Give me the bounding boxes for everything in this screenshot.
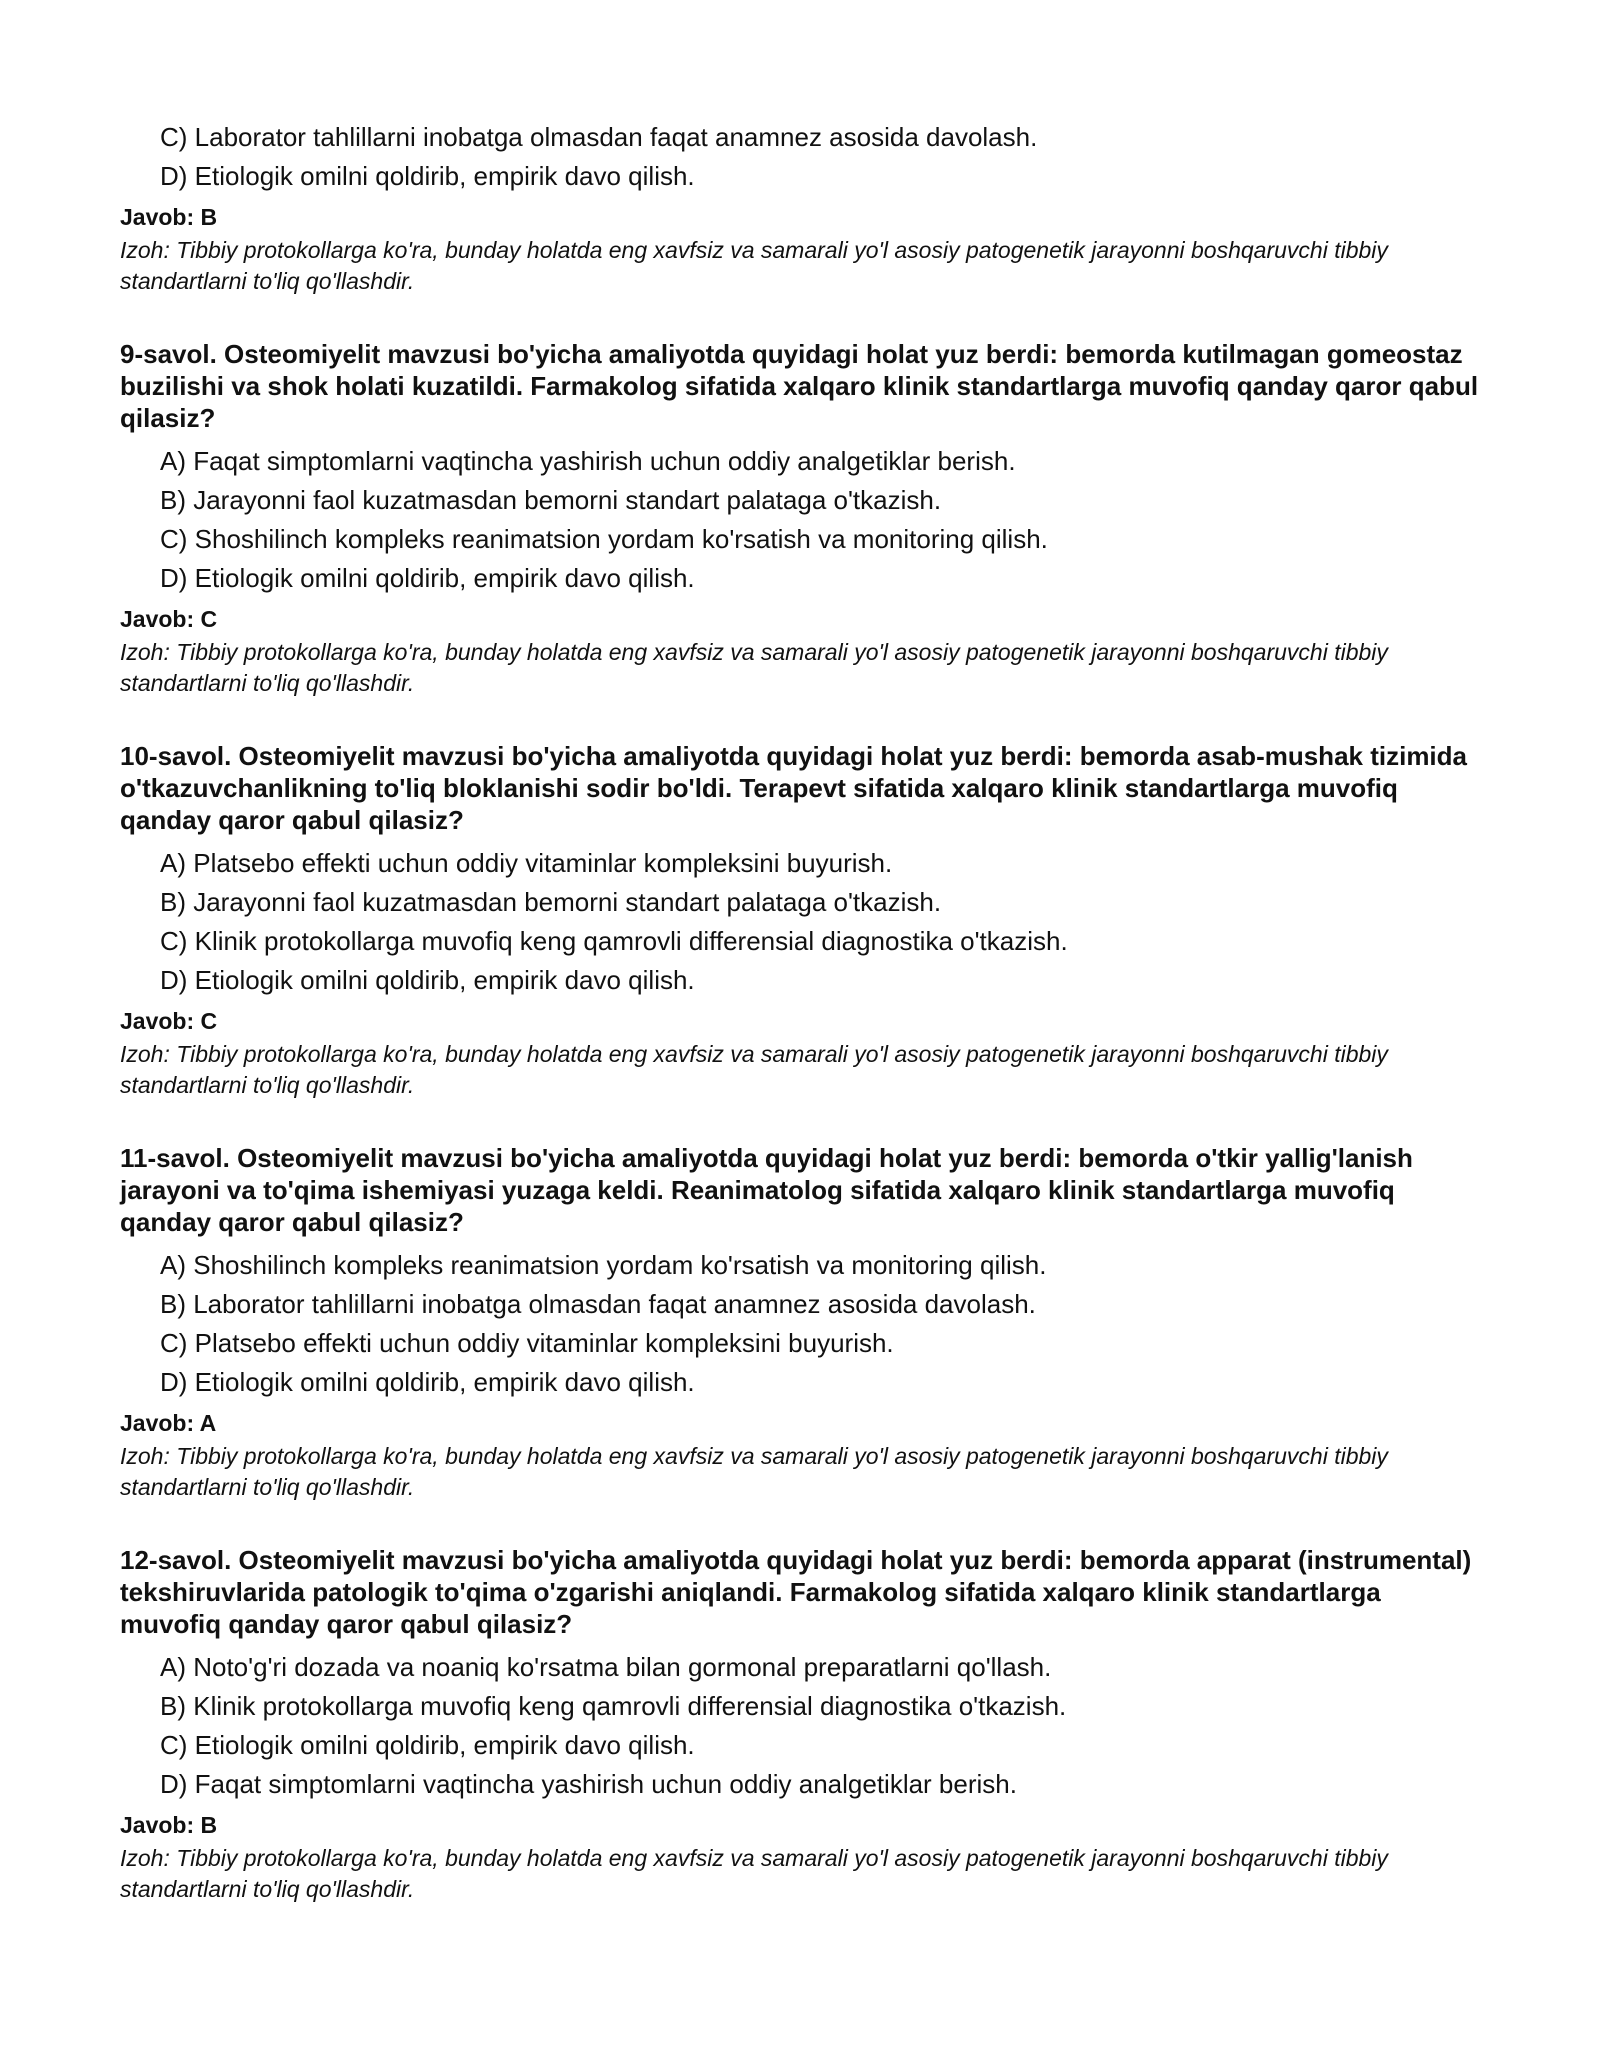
answer-option: A) Shoshilinch kompleks reanimatsion yordam ko'rsatish va monitoring qilish.: [160, 1250, 1047, 1280]
question-fragment: [120, 118, 1480, 297]
question-title: 9-savol. Osteomiyelit mavzusi bo'yicha amaliyotda quyidagi holat yuz berdi: bemorda kutilmagan gomeostaz buzilishi va shok holati kuzatildi. Farmakolog sifatida xalqaro klinik standartlarga muvofiq qanday qaror qabul qilasiz?: [120, 339, 1479, 433]
explanation-note: Izoh: Tibbiy protokollarga ko'ra, bunday holatda eng xavfsiz va samarali yo'l asosiy patogenetik jarayonni boshqaruvchi tibbiy standartlarni to'liq qo'llashdir.: [120, 1845, 1388, 1902]
question-block: [120, 1142, 1480, 1503]
correct-answer: Javob: C: [120, 1008, 218, 1034]
answer-option: B) Klinik protokollarga muvofiq keng qamrovli differensial diagnostika o'tkazish.: [160, 1691, 1067, 1721]
answer-option: B) Laborator tahlillarni inobatga olmasdan faqat anamnez asosida davolash.: [160, 1289, 1036, 1319]
explanation-note: Izoh: Tibbiy protokollarga ko'ra, bunday holatda eng xavfsiz va samarali yo'l asosiy patogenetik jarayonni boshqaruvchi tibbiy standartlarni to'liq qo'llashdir.: [120, 237, 1388, 294]
answer-option: C) Klinik protokollarga muvofiq keng qamrovli differensial diagnostika o'tkazish.: [160, 926, 1068, 956]
correct-answer: Javob: A: [120, 1410, 217, 1436]
correct-answer: Javob: B: [120, 1812, 218, 1838]
answer-option: A) Noto'g'ri dozada va noaniq ko'rsatma bilan gormonal preparatlarni qo'llash.: [160, 1652, 1052, 1682]
explanation-note: Izoh: Tibbiy protokollarga ko'ra, bunday holatda eng xavfsiz va samarali yo'l asosiy patogenetik jarayonni boshqaruvchi tibbiy standartlarni to'liq qo'llashdir.: [120, 639, 1388, 696]
correct-answer: Javob: B: [120, 204, 218, 230]
answer-option: C) Shoshilinch kompleks reanimatsion yordam ko'rsatish va monitoring qilish.: [160, 524, 1048, 554]
answer-option: A) Faqat simptomlarni vaqtincha yashirish uchun oddiy analgetiklar berish.: [160, 446, 1016, 476]
explanation-note: Izoh: Tibbiy protokollarga ko'ra, bunday holatda eng xavfsiz va samarali yo'l asosiy patogenetik jarayonni boshqaruvchi tibbiy standartlarni to'liq qo'llashdir.: [120, 1443, 1388, 1500]
answer-option: A) Platsebo effekti uchun oddiy vitaminlar kompleksini buyurish.: [160, 848, 893, 878]
answer-option: B) Jarayonni faol kuzatmasdan bemorni standart palataga o'tkazish.: [160, 887, 942, 917]
question-title: 11-savol. Osteomiyelit mavzusi bo'yicha amaliyotda quyidagi holat yuz berdi: bemorda o'tkir yallig'lanish jarayoni va to'qima ishemiyasi yuzaga keldi. Reanimatolog sifatida xalqaro klinik standartlarga muvofiq qanday qaror qabul qilasiz?: [120, 1143, 1413, 1237]
correct-answer: Javob: C: [120, 606, 218, 632]
answer-option: D) Faqat simptomlarni vaqtincha yashirish uchun oddiy analgetiklar berish.: [160, 1769, 1017, 1799]
explanation-note: Izoh: Tibbiy protokollarga ko'ra, bunday holatda eng xavfsiz va samarali yo'l asosiy patogenetik jarayonni boshqaruvchi tibbiy standartlarni to'liq qo'llashdir.: [120, 1041, 1388, 1098]
answer-option: D) Etiologik omilni qoldirib, empirik davo qilish.: [160, 563, 695, 593]
question-block: [120, 338, 1480, 699]
answer-option: D) Etiologik omilni qoldirib, empirik davo qilish.: [160, 161, 695, 191]
answer-option: C) Platsebo effekti uchun oddiy vitaminlar kompleksini buyurish.: [160, 1328, 894, 1358]
question-block: [120, 740, 1480, 1101]
question-title: 12-savol. Osteomiyelit mavzusi bo'yicha amaliyotda quyidagi holat yuz berdi: bemorda apparat (instrumental) tekshiruvlarida patologik to'qima o'zgarishi aniqlandi. Farmakolog sifatida xalqaro klinik standartlarga muvofiq qanday qaror qabul qilasiz?: [120, 1545, 1472, 1639]
answer-option: C) Laborator tahlillarni inobatga olmasdan faqat anamnez asosida davolash.: [160, 122, 1038, 152]
answer-option: B) Jarayonni faol kuzatmasdan bemorni standart palataga o'tkazish.: [160, 485, 942, 515]
answer-option: D) Etiologik omilni qoldirib, empirik davo qilish.: [160, 965, 695, 995]
answer-option: D) Etiologik omilni qoldirib, empirik davo qilish.: [160, 1367, 695, 1397]
question-block: [120, 1544, 1480, 1905]
document-page: [120, 118, 1480, 1905]
question-title: 10-savol. Osteomiyelit mavzusi bo'yicha amaliyotda quyidagi holat yuz berdi: bemorda asab-mushak tizimida o'tkazuvchanlikning to'liq bloklanishi sodir bo'ldi. Terapevt sifatida xalqaro klinik standartlarga muvofiq qanday qaror qabul qilasiz?: [120, 741, 1467, 835]
answer-option: C) Etiologik omilni qoldirib, empirik davo qilish.: [160, 1730, 695, 1760]
